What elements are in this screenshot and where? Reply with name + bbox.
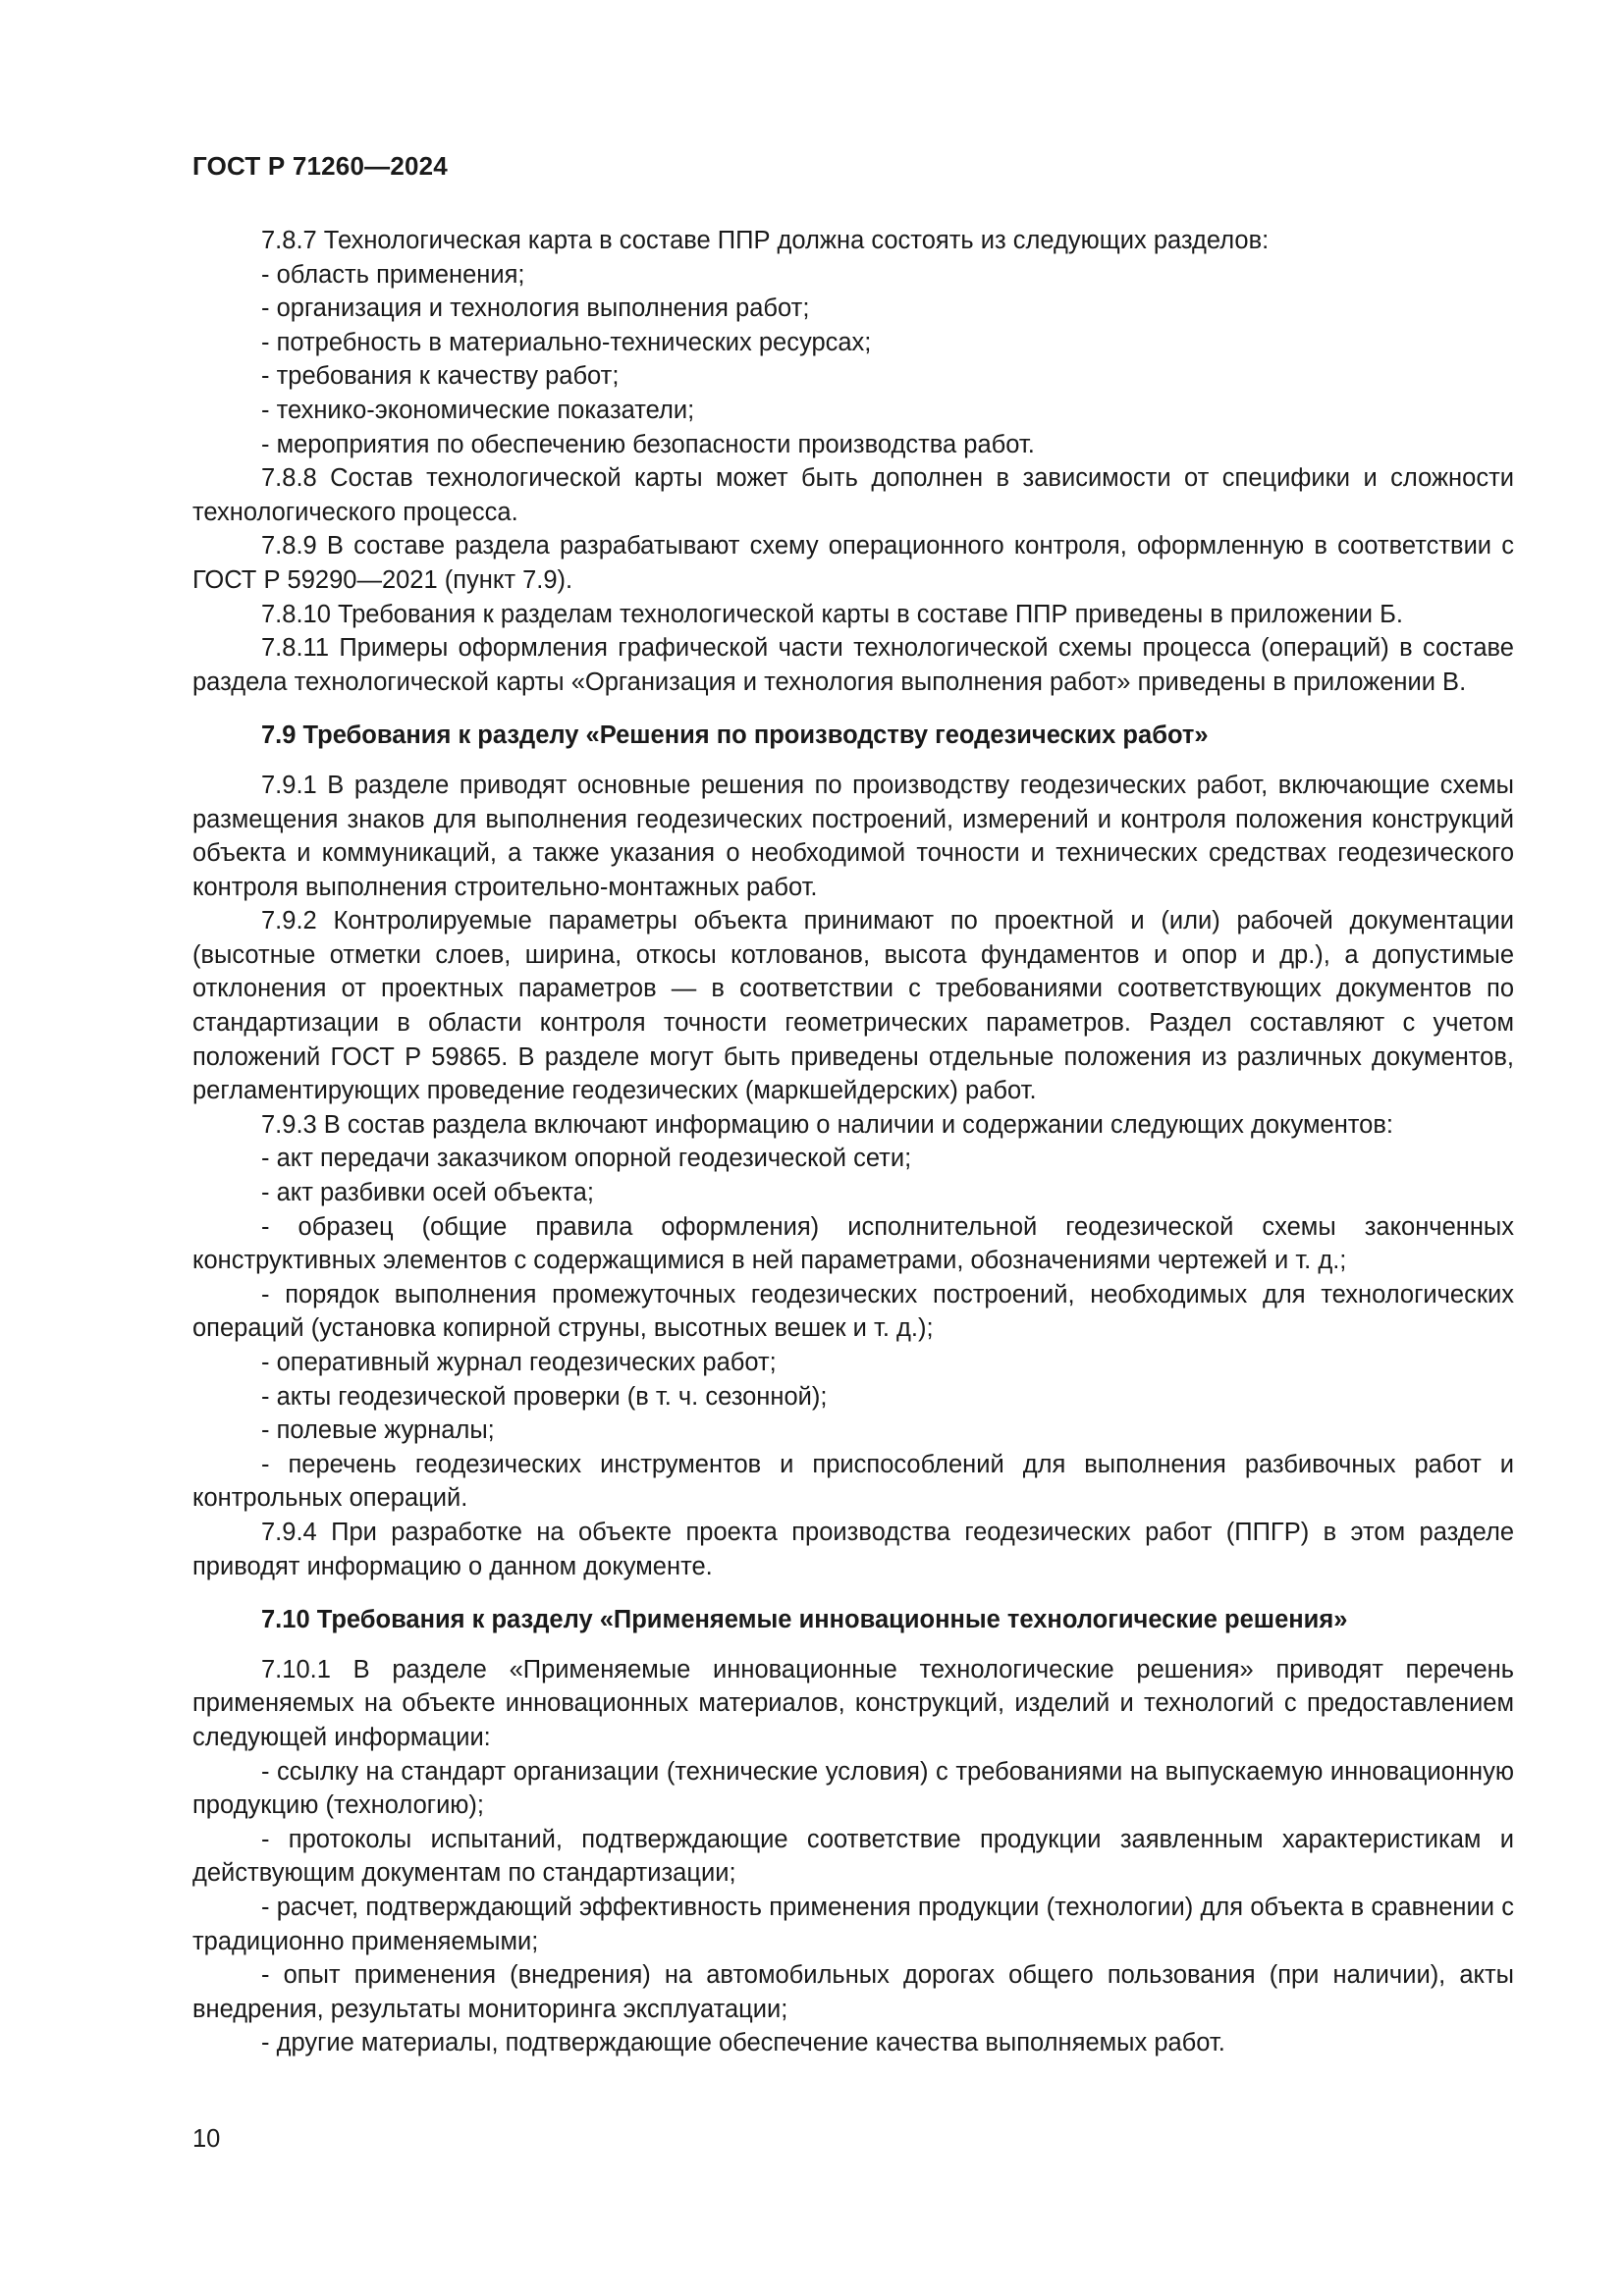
list-item: - полевые журналы; bbox=[261, 1416, 495, 1445]
paragraph-7-8-7: 7.8.7 Технологическая карта в составе ППР должна состоять из следующих разделов: bbox=[261, 227, 1270, 254]
paragraph-7-9-3: 7.9.3 В состав раздела включают информацию о наличии и содержании следующих документов: bbox=[261, 1110, 1393, 1139]
list-item: - другие материалы, подтверждающие обеспечение качества выполняемых работ. bbox=[261, 2029, 1225, 2057]
paragraph-7-8-11: 7.8.11 Примеры оформления графической части технологической схемы процесса (операций) в составе раздела технологической карты «Организация и технология выполнения работ» приведены в приложении В. bbox=[192, 634, 1514, 696]
list-item: - технико-экономические показатели; bbox=[261, 396, 695, 424]
document-header: ГОСТ Р 71260—2024 bbox=[192, 151, 448, 181]
list-item: - мероприятия по обеспечению безопасности производства работ. bbox=[261, 430, 1035, 458]
paragraph-7-9-4: 7.9.4 При разработке на объекте проекта производства геодезических работ (ППГР) в этом разделе приводят информацию о данном документе. bbox=[192, 1518, 1514, 1580]
list-item: - протоколы испытаний, подтверждающие соответствие продукции заявленным характеристикам и действующим документам по стандартизации; bbox=[192, 1825, 1514, 1888]
list-item: - порядок выполнения промежуточных геодезических построений, необходимых для технологических операций (установка копирной струны, высотных вешек и т. д.); bbox=[192, 1280, 1514, 1343]
list-item: - ссылку на стандарт организации (технические условия) с требованиями на выпускаемую инновационную продукцию (технологию); bbox=[192, 1757, 1514, 1820]
section-heading-7-9: 7.9 Требования к разделу «Решения по производству геодезических работ» bbox=[261, 721, 1209, 750]
list-item: - область применения; bbox=[261, 260, 525, 289]
paragraph-7-8-9: 7.8.9 В составе раздела разрабатывают схему операционного контроля, оформленную в соответствии с ГОСТ Р 59290—2021 (пункт 7.9). bbox=[192, 532, 1514, 594]
document-body bbox=[192, 224, 1514, 2060]
list-item: - потребность в материально-технических ресурсах; bbox=[261, 328, 872, 356]
paragraph-7-9-2: 7.9.2 Контролируемые параметры объекта принимают по проектной и (или) рабочей документации (высотные отметки слоев, ширина, откосы котлованов, высота фундаментов и опор и др.), а допустимые отклонения от проектных параметров — в соответствии с требованиями соответствующих документов по стандартизации в области контроля точности геометрических параметров. Раздел составляют с учетом положений ГОСТ Р 59865. В разделе могут быть приведены отдельные положения из различных документов, регламентирующих проведение геодезических (маркшейдерских) работ. bbox=[192, 907, 1514, 1105]
list-item: - образец (общие правила оформления) исполнительной геодезической схемы законченных конструктивных элементов с содержащимися в ней параметрами, обозначениями чертежей и т. д.; bbox=[192, 1212, 1514, 1275]
paragraph-7-8-10: 7.8.10 Требования к разделам технологической карты в составе ППР приведены в приложении Б. bbox=[261, 600, 1403, 628]
list-item: - оперативный журнал геодезических работ; bbox=[261, 1349, 777, 1376]
paragraph-7-9-1: 7.9.1 В разделе приводят основные решения по производству геодезических работ, включающие схемы размещения знаков для выполнения геодезических построений, измерений и контроля положения конструкций объекта и коммуникаций, а также указания о необходимой точности и технических средствах геодезического контроля выполнения строительно-монтажных работ. bbox=[192, 771, 1514, 901]
list-item: - расчет, подтверждающий эффективность применения продукции (технологии) для объекта в сравнении с традиционно применяемыми; bbox=[192, 1893, 1514, 1955]
paragraph-7-10-1: 7.10.1 В разделе «Применяемые инновационные технологические решения» приводят перечень применяемых на объекте инновационных материалов, конструкций, изделий и технологий с предоставлением следующей информации: bbox=[192, 1655, 1514, 1751]
list-item: - требования к качеству работ; bbox=[261, 362, 620, 391]
list-item: - акт разбивки осей объекта; bbox=[261, 1179, 594, 1207]
list-item: - перечень геодезических инструментов и приспособлений для выполнения разбивочных работ и контрольных операций. bbox=[192, 1450, 1514, 1513]
list-item: - акт передачи заказчиком опорной геодезической сети; bbox=[261, 1145, 912, 1173]
paragraph-7-8-8: 7.8.8 Состав технологической карты может быть дополнен в зависимости от специфики и сложности технологического процесса. bbox=[192, 464, 1514, 526]
page-number: 10 bbox=[192, 2125, 221, 2153]
section-heading-7-10: 7.10 Требования к разделу «Применяемые инновационные технологические решения» bbox=[261, 1606, 1348, 1634]
list-item: - организация и технология выполнения работ; bbox=[261, 294, 810, 323]
list-item: - акты геодезической проверки (в т. ч. сезонной); bbox=[261, 1382, 828, 1411]
list-item: - опыт применения (внедрения) на автомобильных дорогах общего пользования (при наличии), акты внедрения, результаты мониторинга эксплуатации; bbox=[192, 1961, 1514, 2023]
